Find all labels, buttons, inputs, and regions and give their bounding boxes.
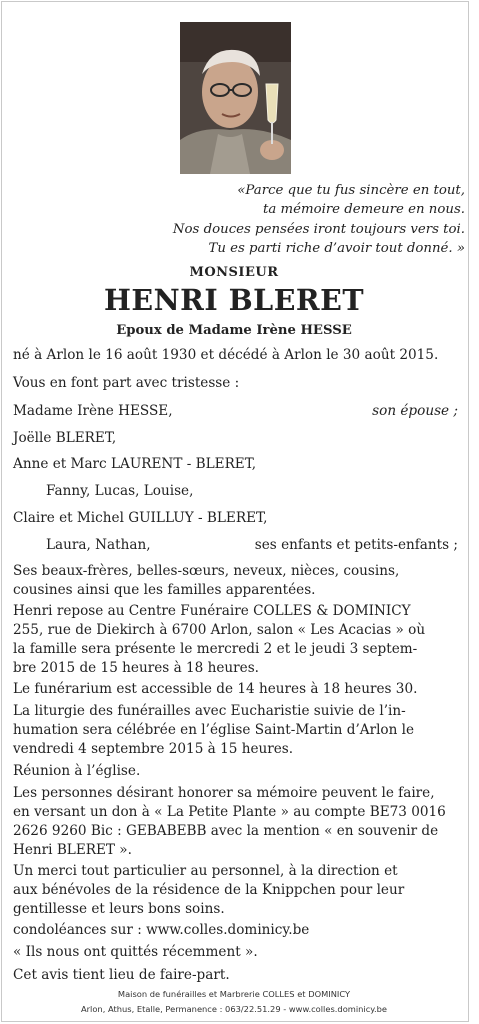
quote-line: Tu es parti riche d’avoir tout donné. »: [208, 240, 465, 256]
family-couple-1: Anne et Marc LAURENT - BLERET,: [13, 456, 257, 472]
donation-line: 2626 9260 Bic : GEBABEBB avec la mention « en souvenir de: [13, 823, 439, 839]
deceased-name: HENRI BLERET: [103, 283, 365, 317]
liturgy-line: La liturgie des funérailles avec Eucharistie suivie de l’in-: [13, 703, 406, 719]
family-children-role: ses enfants et petits-enfants ;: [254, 537, 458, 553]
intro-line: Vous en font part avec tristesse :: [13, 375, 240, 391]
donation-line: Les personnes désirant honorer sa mémoire peuvent le faire,: [13, 785, 435, 801]
relatives-line: cousines ainsi que les familles apparentées.: [13, 582, 316, 598]
family-grandchildren-2: Laura, Nathan,: [46, 537, 151, 553]
birth-death-line: né à Arlon le 16 août 1930 et décédé à Arlon le 30 août 2015.: [13, 347, 439, 363]
notice-line: Cet avis tient lieu de faire-part.: [13, 967, 230, 983]
donation-line: en versant un don à « La Petite Plante » au compte BE73 0016: [13, 804, 446, 820]
funeral-home-line: bre 2015 de 15 heures à 18 heures.: [13, 660, 260, 676]
family-wife: Madame Irène HESSE,: [13, 403, 173, 419]
honorific: MONSIEUR: [189, 265, 279, 280]
funeral-home-line: Henri repose au Centre Funéraire COLLES & DOMINICY: [13, 603, 411, 619]
liturgy-line: humation sera célébrée en l’église Saint-Martin d’Arlon le: [13, 722, 415, 738]
portrait-photo: [180, 22, 291, 174]
thanks-line: Un merci tout particulier au personnel, à la direction et: [13, 863, 398, 879]
donation-line: Henri BLERET ».: [13, 842, 132, 858]
quote-line: ta mémoire demeure en nous.: [262, 202, 465, 218]
meeting-line: Réunion à l’église.: [13, 763, 141, 779]
footer-line-2: Arlon, Athus, Etalle, Permanence : 063/22.51.29 - www.colles.dominicy.be: [80, 1004, 388, 1014]
family-grandchildren-1: Fanny, Lucas, Louise,: [46, 483, 194, 499]
liturgy-line: vendredi 4 septembre 2015 à 15 heures.: [13, 741, 294, 757]
memorial-quote: [105, 181, 465, 258]
funeral-home-line: 255, rue de Diekirch à 6700 Arlon, salon « Les Acacias » où: [13, 622, 426, 638]
spouse-line: Epoux de Madame Irène HESSE: [116, 323, 352, 338]
portrait-illustration: [180, 22, 291, 174]
hours-line: Le funérarium est accessible de 14 heures à 18 heures 30.: [13, 681, 418, 697]
relatives-line: Ses beaux-frères, belles-sœurs, neveux, nièces, cousins,: [13, 563, 400, 579]
quote-line: «Parce que tu fus sincère en tout,: [237, 183, 465, 198]
thanks-line: gentillesse et leurs bons soins.: [13, 901, 225, 917]
section-line: « Ils nous ont quittés récemment ».: [13, 944, 258, 960]
condolences-line: condoléances sur : www.colles.dominicy.be: [13, 922, 310, 938]
footer-line-1: Maison de funérailles et Marbrerie COLLES et DOMINICY: [117, 989, 351, 999]
quote-line: Nos douces pensées iront toujours vers toi.: [172, 221, 465, 237]
family-daughter: Joëlle BLERET,: [13, 430, 117, 446]
funeral-home-line: la famille sera présente le mercredi 2 et le jeudi 3 septem-: [13, 641, 418, 657]
family-wife-role: son épouse ;: [372, 403, 458, 419]
thanks-line: aux bénévoles de la résidence de la Knippchen pour leur: [13, 882, 405, 898]
family-couple-2: Claire et Michel GUILLUY - BLERET,: [13, 510, 268, 526]
